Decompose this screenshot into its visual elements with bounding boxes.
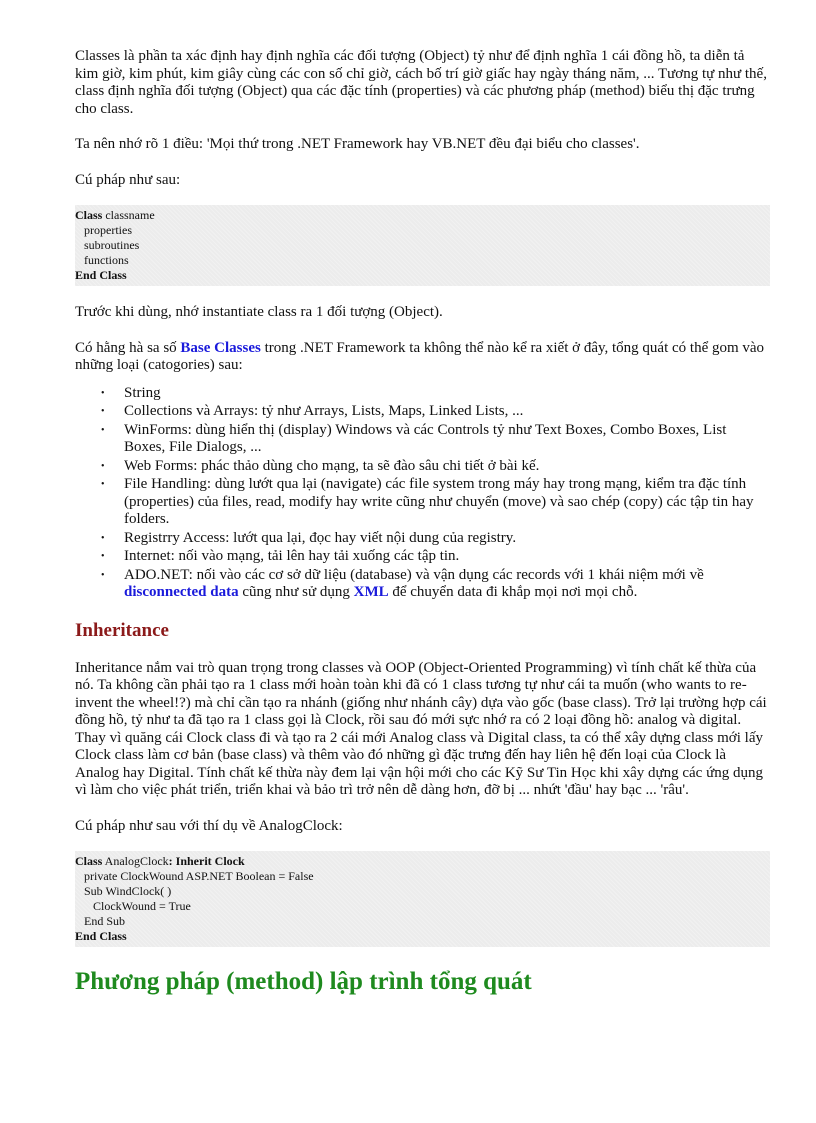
disconnected-data-link[interactable]: disconnected data [124, 584, 239, 600]
code-block-analog-clock [75, 851, 770, 947]
bullet-icon: • [101, 479, 105, 490]
list-item [101, 548, 770, 566]
base-classes-paragraph [75, 340, 770, 375]
list-item-text: để chuyển data đi khắp mọi nơi mọi chỗ. [388, 584, 638, 600]
list-item-text: Web Forms: phác thảo dùng cho mạng, ta sẽ đào sâu chi tiết ở bài kế. [124, 457, 540, 474]
list-item-text: String [124, 384, 161, 401]
intro-paragraph: Classes là phần ta xác định hay định nghĩa các đối tượng (Object) tỷ như để định nghĩa 1 cái đồng hồ, ta diễn tả kim giờ, kim phút, kim giây cùng các con số chỉ giờ, cách bố trí giờ giấc hay ngày tháng năm, ... Tương tự như thế, class định nghĩa đối tượng (Object) qua các đặc tính (properties) và các phương pháp (method) biểu thị đặc trưng cho class. [75, 48, 767, 117]
code-line: functions [75, 253, 129, 267]
code-keyword: End Class [75, 929, 127, 943]
inheritance-paragraph: Inheritance nắm vai trò quan trọng trong classes và OOP (Object-Oriented Programming) vì tính chất kế thừa của nó. Ta không cần phải tạo ra 1 class mới hoàn toàn khi đã có 1 class tương tự như cái ta muốn (who wants to re-invent the wheel!?) mà chỉ cần tạo ra nhánh (giống như nhánh cây) dựa vào gốc (base class). Trở lại trường hợp cái đồng hồ, tỷ như ta đã tạo ra 1 class gọi là Clock, rồi sau đó mới sực nhớ ra có 2 loại đồng hồ: analog và digital. Thay vì quăng cái Clock class đi và tạo ra 2 cái mới Analog class và Digital class, ta có thể xây dựng class mới lấy Clock class làm cơ bản (base class) và thêm vào đó những gì đặc trưng đến hay liên hệ đến loại của Clock là Analog hay Digital. Tính chất kế thừa này đem lại vận hội mới cho các Kỹ Sư Tin Học khi xây dựng các ứng dụng vì làm cho việc phát triển, triển khai và bảo trì trở nên dễ dàng hơn, đỡ bị ... nhứt 'đầu' hay bạc ... 'râu'. [75, 659, 767, 798]
inheritance-heading: Inheritance [75, 619, 169, 641]
bullet-icon: • [101, 569, 105, 581]
list-item [101, 384, 770, 403]
bullet-icon: • [101, 424, 105, 436]
code-line: ClockWound = True [75, 899, 191, 913]
bullet-icon: • [101, 551, 105, 562]
list-item [101, 566, 770, 602]
intro-note: Ta nên nhớ rõ 1 điều: 'Mọi thứ trong .NET Framework hay VB.NET đều đại biểu cho classes'. [75, 136, 640, 152]
text-span: Có hằng hà sa số [75, 339, 181, 356]
bullet-icon: • [101, 460, 105, 472]
list-item-text: Registrry Access: lướt qua lại, đọc hay viết nội dung của registry. [124, 529, 517, 546]
list-item-text: File Handling: dùng lướt qua lại (navigate) các file system trong máy hay trong mạng, kiểm tra đặc tính (properties) của files, read, modify hay write cũng như chuyển (move) và sao chép (copy) các tập tin hay folders. [124, 476, 754, 527]
document-page [75, 40, 770, 997]
code-line: End Sub [75, 914, 126, 928]
code-line: subroutines [75, 238, 140, 252]
list-item [101, 421, 770, 457]
xml-link[interactable]: XML [353, 584, 389, 600]
list-item-text: ADO.NET: nối vào các cơ sở dữ liệu (database) và vận dụng các records với 1 khái niệm mới về [124, 566, 704, 583]
list-item-text: cũng như sử dụng [238, 584, 354, 600]
code-line [75, 268, 770, 283]
bullet-icon: • [101, 387, 105, 399]
code-line: Sub WindClock( ) [75, 884, 172, 898]
bullet-icon: • [101, 532, 105, 544]
method-heading: Phương pháp (method) lập trình tổng quát [75, 968, 532, 995]
bullet-icon: • [101, 406, 105, 417]
code-block-class [75, 205, 770, 286]
list-item-text: Collections và Arrays: tỷ như Arrays, Lists, Maps, Linked Lists, ... [124, 403, 524, 419]
category-list [75, 385, 770, 602]
code-text: classname [102, 208, 155, 222]
text-span: trong .NET Framework ta không thể nào kể ra xiết ở đây, tổng quát có thể gom vào những loại (catogories) sau: [75, 339, 765, 373]
list-item-text: Internet: nối vào mạng, tải lên hay tải xuống các tập tin. [124, 548, 460, 564]
syntax-label: Cú pháp như sau: [75, 171, 181, 188]
code-keyword: Class [75, 854, 103, 868]
code-line [75, 208, 770, 223]
list-item [101, 529, 770, 548]
list-item [101, 457, 770, 476]
code-keyword: End Class [75, 268, 127, 282]
analog-clock-syntax-label: Cú pháp như sau với thí dụ về AnalogClock: [75, 817, 343, 834]
list-item-text: WinForms: dùng hiển thị (display) Windows và các Controls tỷ như Text Boxes, Combo Boxes, List Boxes, File Dialogs, ... [124, 421, 727, 455]
code-line [75, 929, 770, 944]
code-line [75, 854, 770, 869]
list-item [101, 476, 770, 529]
base-classes-link[interactable]: Base Classes [180, 339, 261, 356]
list-item [101, 403, 770, 421]
code-line: private ClockWound ASP.NET Boolean = False [75, 869, 314, 883]
code-line: properties [75, 223, 132, 237]
code-keyword: : Inherit Clock [168, 854, 245, 868]
code-text: AnalogClock [102, 854, 169, 868]
instantiate-note: Trước khi dùng, nhớ instantiate class ra 1 đối tượng (Object). [75, 304, 443, 320]
code-keyword: Class [75, 208, 103, 222]
